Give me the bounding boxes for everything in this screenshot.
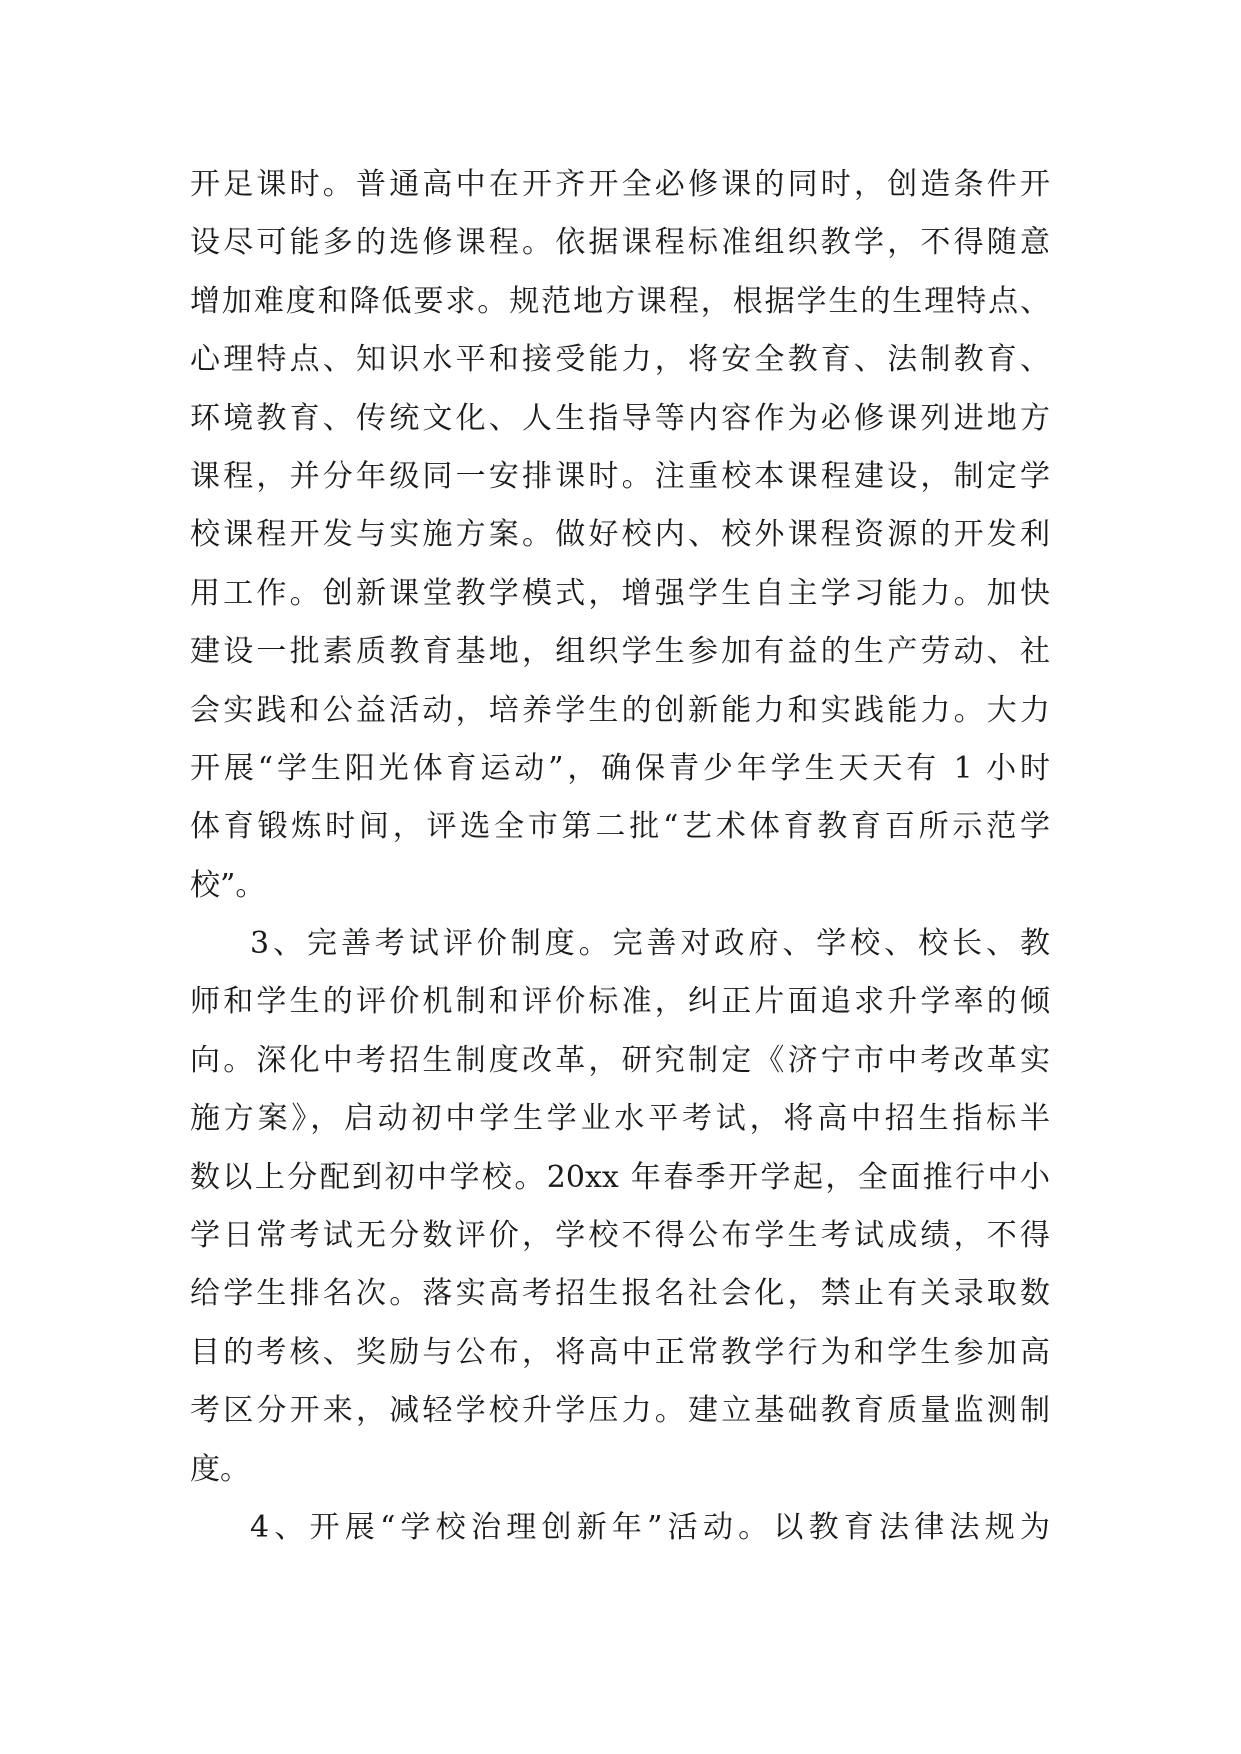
text-line: 会实践和公益活动，培养学生的创新能力和实践能力。大力 (190, 692, 1050, 728)
text-line: 环境教育、传统文化、人生指导等内容作为必修课列进地方 (190, 400, 1050, 436)
text-line: 目的考核、奖励与公布，将高中正常教学行为和学生参加高 (190, 1334, 1050, 1370)
paragraph-first-line: 4、开展“学校治理创新年”活动。以教育法律法规为 (250, 1509, 1050, 1545)
text-line: 建设一批素质教育基地，组织学生参加有益的生产劳动、社 (190, 634, 1050, 670)
text-line: 数以上分配到初中学校。20xx 年春季开学起，全面推行中小 (190, 1159, 1050, 1195)
text-line: 用工作。创新课堂教学模式，增强学生自主学习能力。加快 (190, 575, 1050, 611)
text-line: 度。 (190, 1451, 250, 1487)
text-line: 给学生排名次。落实高考招生报名社会化，禁止有关录取数 (190, 1276, 1050, 1312)
text-line: 学日常考试无分数评价，学校不得公布学生考试成绩，不得 (190, 1218, 1050, 1254)
text-line: 设尽可能多的选修课程。依据课程标准组织教学，不得随意 (190, 225, 1050, 261)
text-line: 向。深化中考招生制度改革，研究制定《济宁市中考改革实 (190, 1042, 1050, 1078)
text-line: 施方案》，启动初中学生学业水平考试，将高中招生指标半 (190, 1101, 1050, 1137)
document-body (190, 156, 1050, 1557)
paragraph-first-line: 3、完善考试评价制度。完善对政府、学校、校长、教 (250, 926, 1050, 962)
text-line: 增加难度和降低要求。规范地方课程，根据学生的生理特点、 (190, 283, 1050, 319)
text-line: 校课程开发与实施方案。做好校内、校外课程资源的开发利 (190, 517, 1050, 553)
text-line: 心理特点、知识水平和接受能力，将安全教育、法制教育、 (190, 342, 1050, 378)
text-line: 课程，并分年级同一安排课时。注重校本课程建设，制定学 (190, 458, 1050, 494)
text-line: 校”。 (190, 867, 266, 903)
text-line: 开足课时。普通高中在开齐开全必修课的同时，创造条件开 (190, 167, 1050, 202)
text-line: 体育锻炼时间，评选全市第二批“艺术体育教育百所示范学 (190, 809, 1050, 845)
text-line: 考区分开来，减轻学校升学压力。建立基础教育质量监测制 (190, 1393, 1050, 1429)
text-line: 师和学生的评价机制和评价标准，纠正片面追求升学率的倾 (190, 984, 1050, 1020)
text-line: 开展“学生阳光体育运动”，确保青少年学生天天有 1 小时 (190, 750, 1050, 786)
